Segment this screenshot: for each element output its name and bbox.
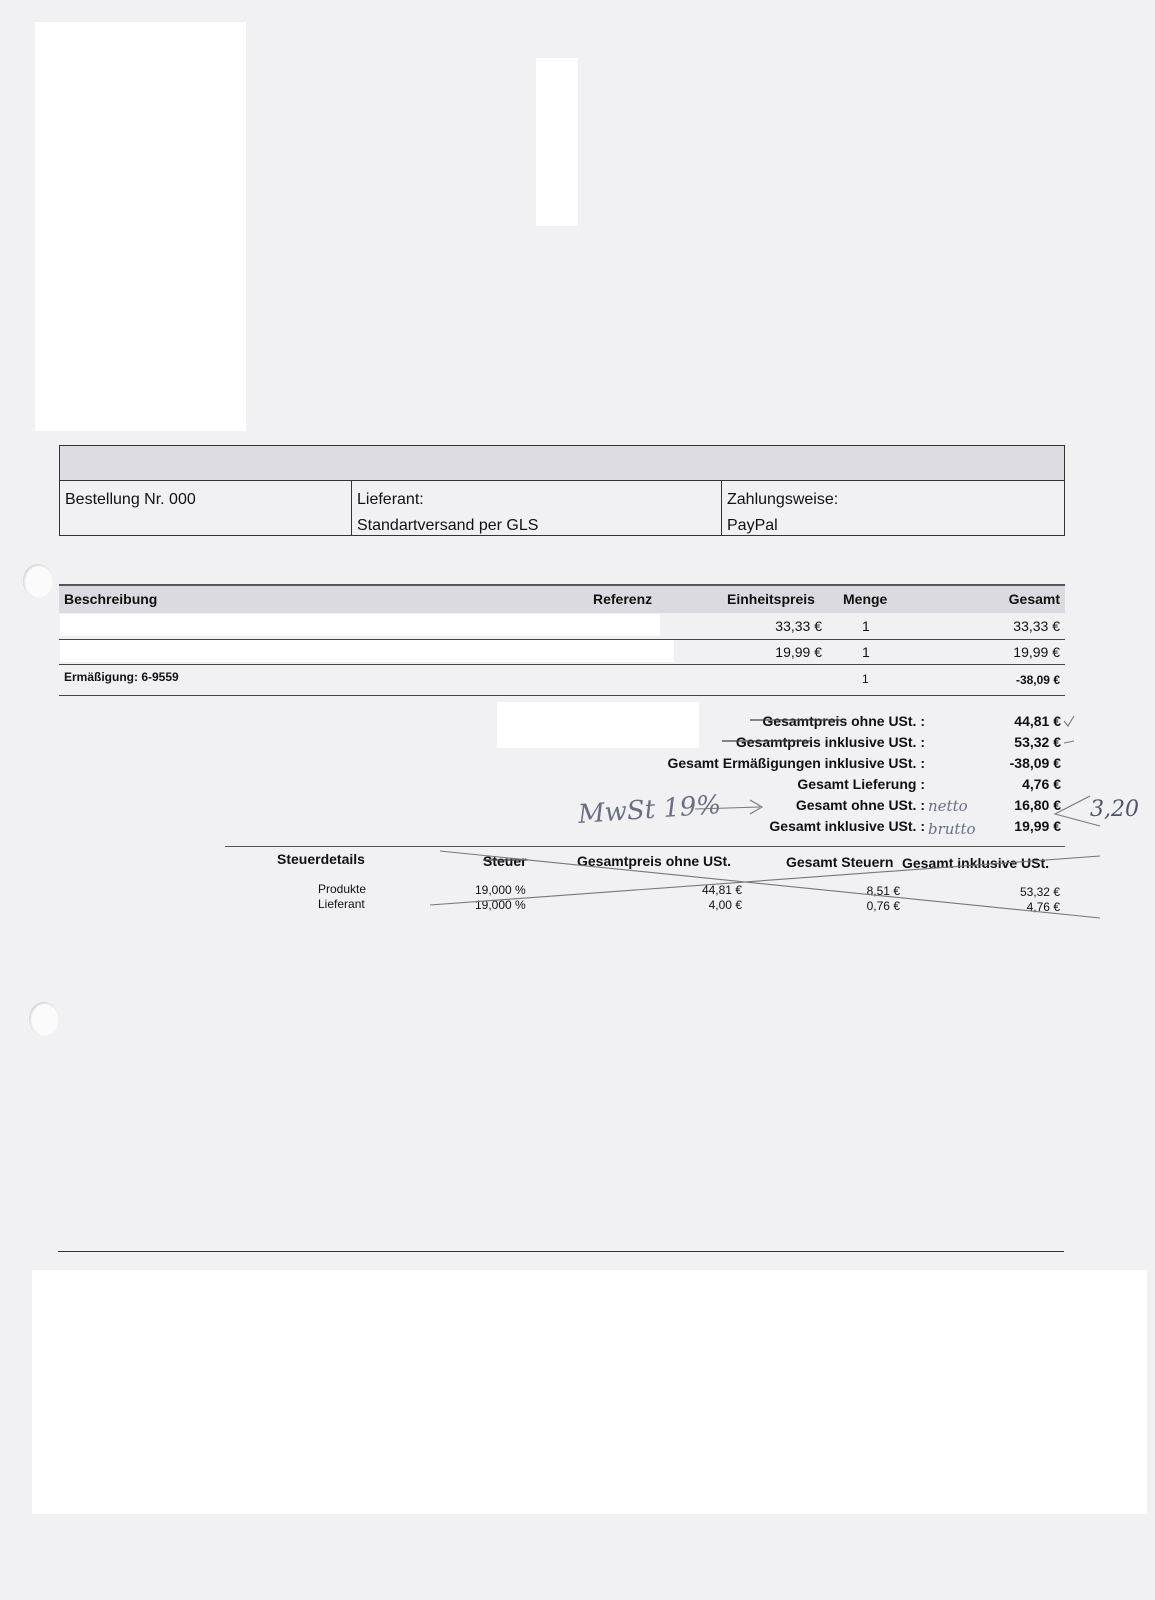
- item-unit-price: 19,99 €: [775, 644, 822, 660]
- total-label-discounts: Gesamt Ermäßigungen inklusive USt. :: [667, 755, 925, 771]
- payment-label: Zahlungsweise:: [727, 491, 839, 508]
- grand-total-value-excl: 16,80 €: [1014, 797, 1061, 813]
- total-value-incl: 53,32 €: [1014, 734, 1061, 750]
- tax-row-excl: 44,81 €: [701, 883, 742, 897]
- tax-row-incl: 4,76 €: [1026, 900, 1060, 914]
- payment-value: PayPal: [727, 517, 778, 534]
- tax-header-total-incl: Gesamt inklusive USt.: [902, 855, 1050, 871]
- tax-header-total-excl: Gesamtpreis ohne USt.: [577, 853, 732, 869]
- dash-mark: [1064, 741, 1074, 743]
- item-total: 33,33 €: [1013, 618, 1060, 634]
- item-quantity: 1: [862, 618, 870, 634]
- header-reference: Referenz: [593, 591, 653, 607]
- total-value-discounts: -38,09 €: [1009, 755, 1061, 771]
- discount-quantity: 1: [862, 672, 869, 686]
- check-mark: [1064, 716, 1074, 726]
- grand-total-label-excl: Gesamt ohne USt. :: [795, 797, 925, 813]
- supplier-label: Lieferant:: [357, 491, 424, 508]
- tax-row-name: Lieferant: [318, 897, 365, 911]
- total-label-shipping: Gesamt Lieferung :: [797, 776, 925, 792]
- cross-out-stroke: [440, 851, 1100, 918]
- header-total: Gesamt: [1008, 591, 1060, 607]
- order-number: Bestellung Nr. 000: [65, 491, 196, 508]
- total-value-shipping: 4,76 €: [1022, 776, 1061, 792]
- item-quantity: 1: [862, 644, 870, 660]
- total-value-excl: 44,81 €: [1014, 713, 1061, 729]
- tax-header-total-tax: Gesamt Steuern: [786, 854, 894, 870]
- grand-total-label-incl: Gesamt inklusive USt. :: [769, 818, 925, 834]
- handwritten-netto: netto: [928, 797, 968, 815]
- tax-row-name: Produkte: [318, 882, 367, 896]
- header-description: Beschreibung: [64, 591, 158, 607]
- tax-header-tax: Steuer: [483, 853, 527, 869]
- arrow-stroke: [695, 807, 760, 809]
- item-unit-price: 33,33 €: [775, 618, 822, 634]
- header-unit-price: Einheitspreis: [727, 591, 815, 607]
- total-label-excl: Gesamtpreis ohne USt. :: [762, 713, 925, 729]
- item-total: 19,99 €: [1013, 644, 1060, 660]
- grand-total-value-incl: 19,99 €: [1014, 818, 1061, 834]
- tax-row-rate: 19,000 %: [475, 898, 526, 912]
- discount-label: Ermäßigung: 6-9559: [64, 670, 179, 684]
- tax-row-incl: 53,32 €: [1019, 885, 1060, 899]
- supplier-value: Standartversand per GLS: [357, 517, 539, 534]
- handwritten-brutto: brutto: [928, 820, 976, 838]
- header-quantity: Menge: [843, 591, 888, 607]
- tax-row-excl: 4,00 €: [708, 898, 742, 912]
- tax-row-rate: 19,000 %: [475, 883, 526, 897]
- bracket-stroke: [1055, 796, 1100, 826]
- handwritten-vat-note: MwSt 19%: [577, 790, 723, 830]
- total-label-incl: Gesamtpreis inklusive USt. :: [735, 734, 925, 750]
- handwritten-difference: 3,20: [1090, 797, 1139, 822]
- tax-row-tax: 8,51 €: [866, 884, 900, 898]
- cross-out-stroke: [430, 856, 1100, 905]
- tax-row-tax: 0,76 €: [866, 899, 900, 913]
- discount-total: -38,09 €: [1015, 673, 1060, 687]
- footer-divider: [58, 1251, 1064, 1252]
- tax-header-details: Steuerdetails: [277, 851, 365, 867]
